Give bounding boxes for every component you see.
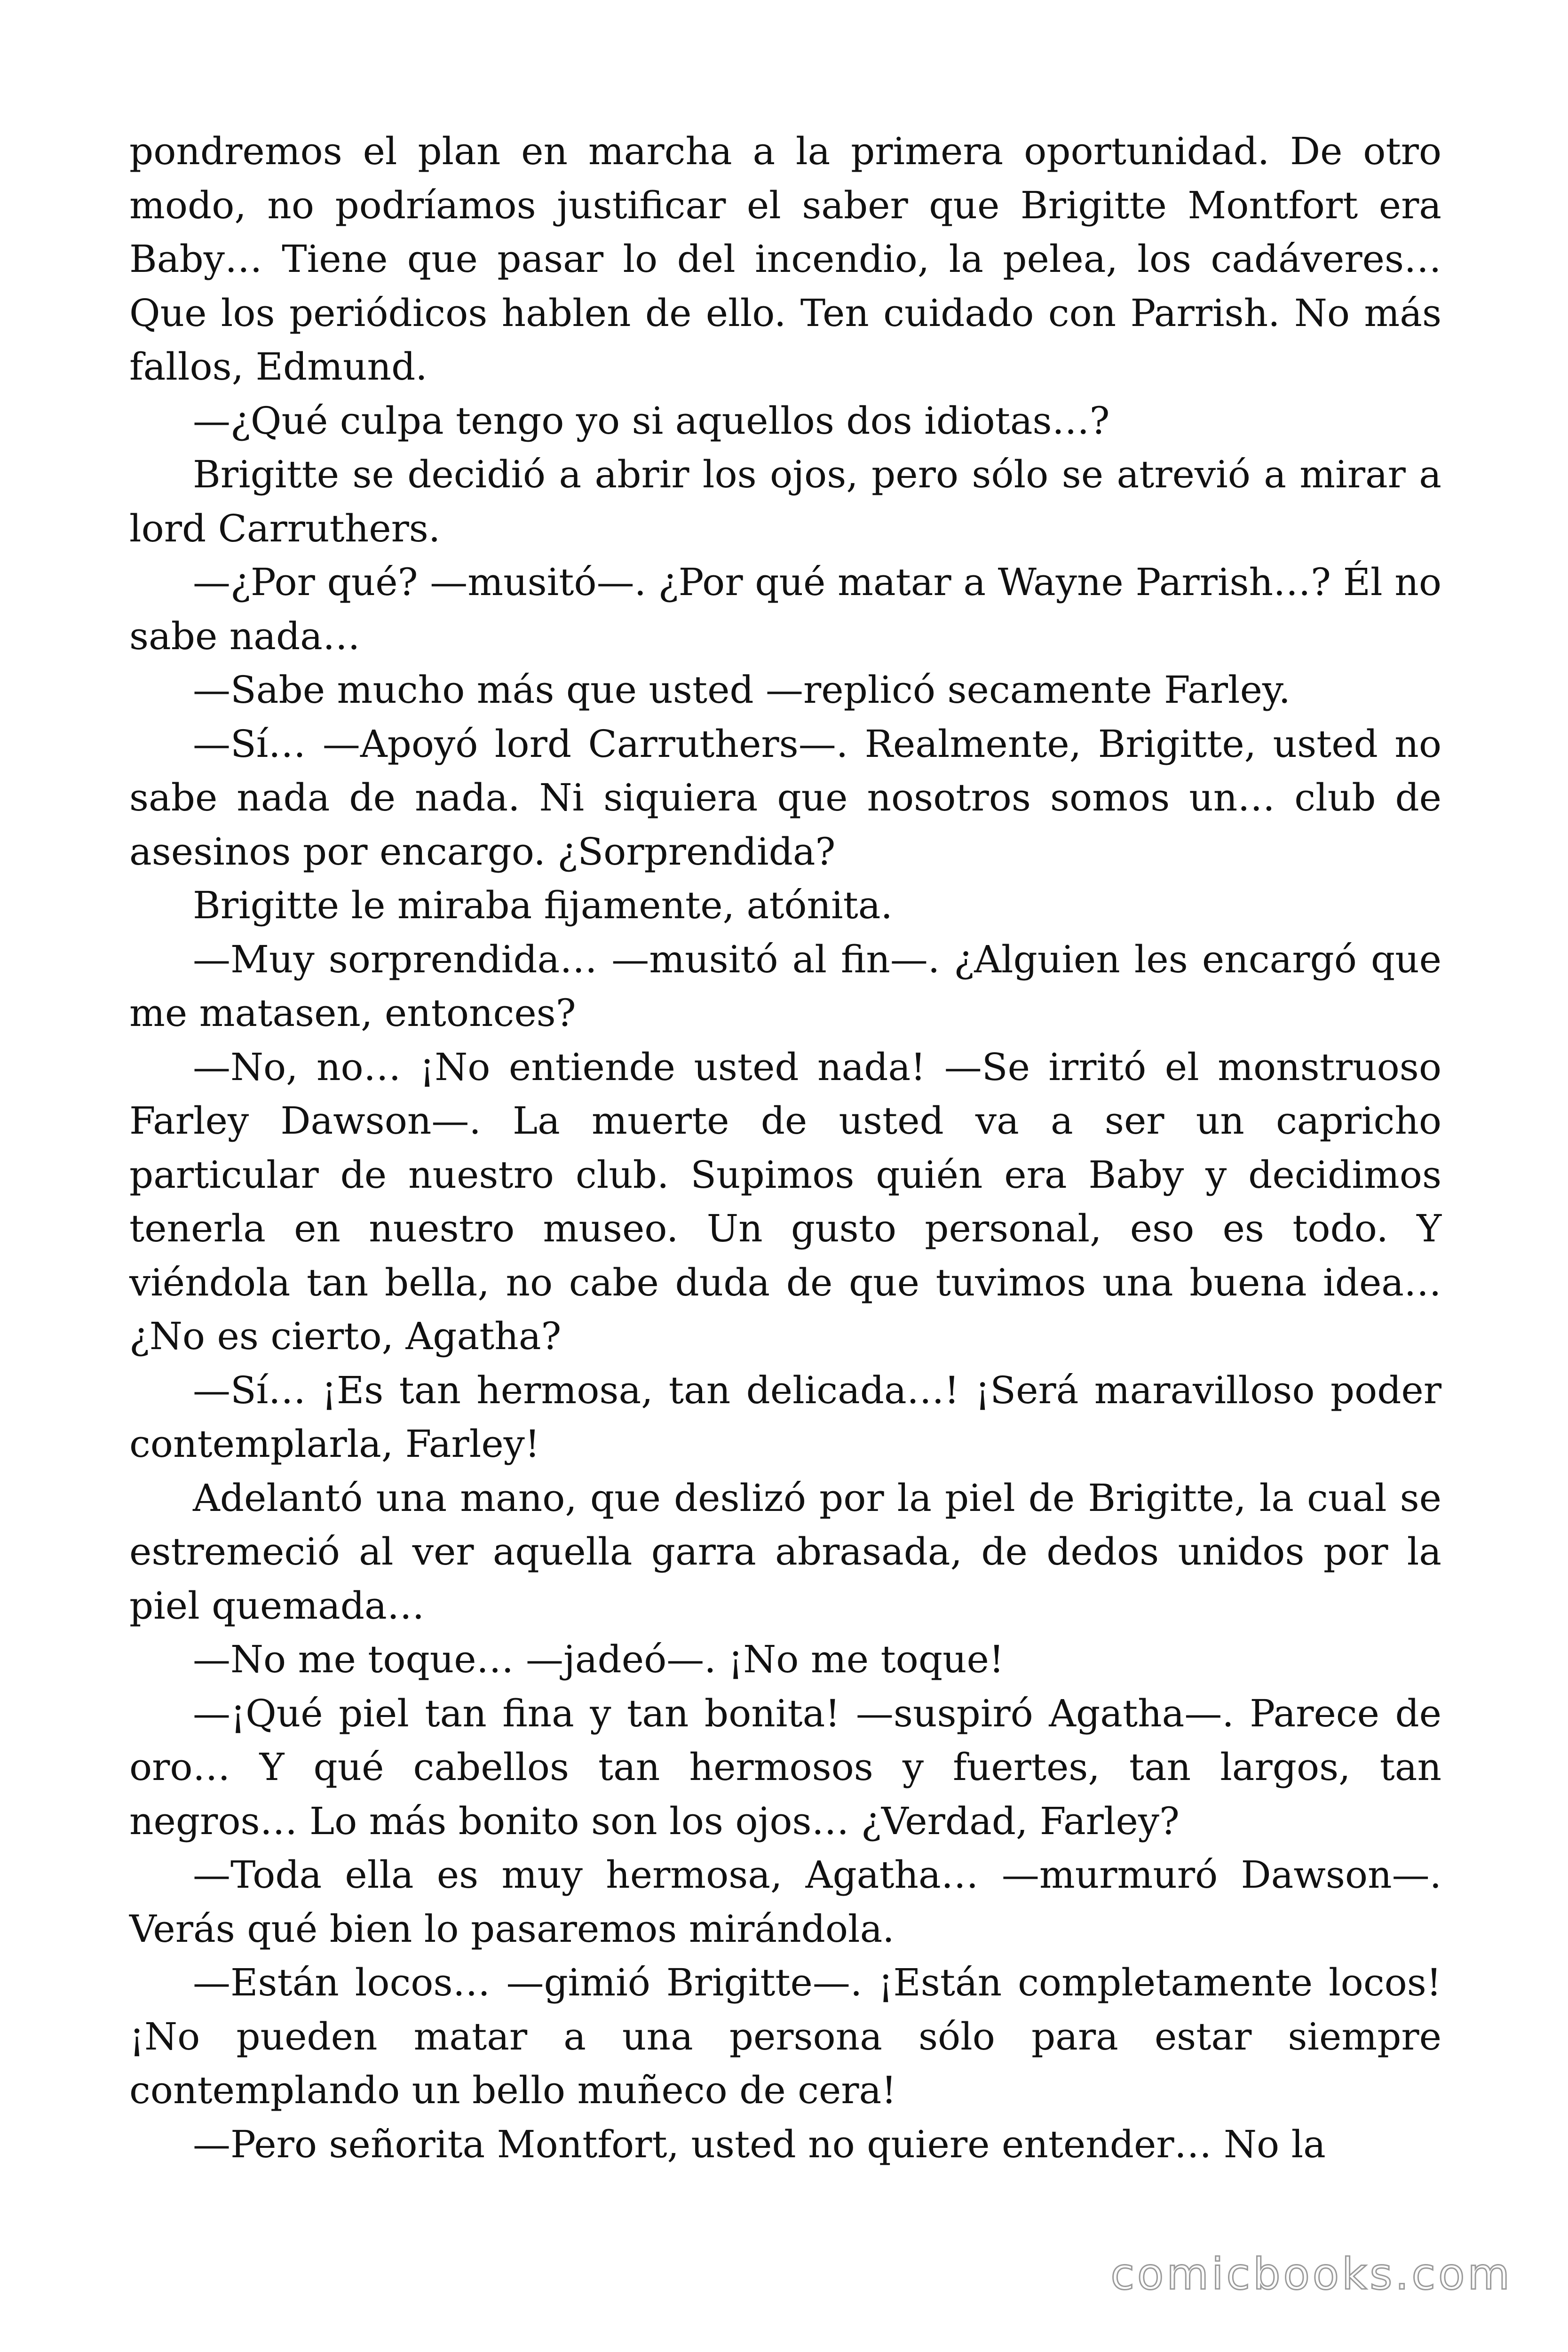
paragraph: Adelantó una mano, que deslizó por la piel de Brigitte, la cual se estremeció al ver aquella garra abrasada, de dedos unidos por la piel quemada…	[129, 1476, 1441, 1628]
paragraph: —¿Por qué? —musitó—. ¿Por qué matar a Wayne Parrish…? Él no sabe nada…	[129, 560, 1441, 658]
paragraph: Brigitte le miraba fijamente, atónita.	[193, 883, 893, 927]
watermark: comicbooks.com	[1110, 2249, 1513, 2299]
paragraph: pondremos el plan en marcha a la primera oportunidad. De otro modo, no podríamos justificar el saber que Brigitte Montfort era Baby… Tiene que pasar lo del incendio, la pelea, los cadáveres… Que los periódicos hablen de ello. Ten cuidado con Parrish. No más fallos, Edmund.	[129, 129, 1441, 389]
paragraph: —¡Qué piel tan fina y tan bonita! —suspiró Agatha—. Parece de oro… Y qué cabellos tan hermosos y fuertes, tan largos, tan negros… Lo más bonito son los ojos… ¿Verdad, Farley?	[129, 1691, 1441, 1843]
paragraph: —Sabe mucho más que usted —replicó secamente Farley.	[193, 668, 1291, 712]
paragraph: —Muy sorprendida… —musitó al fin—. ¿Alguien les encargó que me matasen, entonces?	[129, 937, 1441, 1035]
paragraph: —Toda ella es muy hermosa, Agatha… —murmuró Dawson—. Verás qué bien lo pasaremos mirándola.	[129, 1853, 1441, 1951]
paragraph: —¿Qué culpa tengo yo si aquellos dos idiotas…?	[193, 398, 1110, 443]
paragraph: —Están locos… —gimió Brigitte—. ¡Están completamente locos! ¡No pueden matar a una persona sólo para estar siempre contemplando un bello muñeco de cera!	[129, 1961, 1441, 2112]
paragraph: —No, no… ¡No entiende usted nada! —Se irritó el monstruoso Farley Dawson—. La muerte de usted va a ser un capricho particular de nuestro club. Supimos quién era Baby y decidimos tenerla en nuestro museo. Un gusto personal, eso es todo. Y viéndola tan bella, no cabe duda de que tuvimos una buena idea… ¿No es cierto, Agatha?	[129, 1045, 1441, 1358]
paragraph: —Sí… ¡Es tan hermosa, tan delicada…! ¡Será maravilloso poder contemplarla, Farley!	[129, 1368, 1441, 1466]
paragraph: Brigitte se decidió a abrir los ojos, pero sólo se atrevió a mirar a lord Carruthers.	[129, 453, 1441, 550]
paragraph: —Pero señorita Montfort, usted no quiere entender… No la	[193, 2122, 1326, 2166]
paragraph: —No me toque… —jadeó—. ¡No me toque!	[193, 1637, 1005, 1681]
paragraph: —Sí… —Apoyó lord Carruthers—. Realmente, Brigitte, usted no sabe nada de nada. Ni siquiera que nosotros somos un… club de asesinos por encargo. ¿Sorprendida?	[129, 722, 1441, 874]
book-page-text	[129, 125, 1441, 2171]
